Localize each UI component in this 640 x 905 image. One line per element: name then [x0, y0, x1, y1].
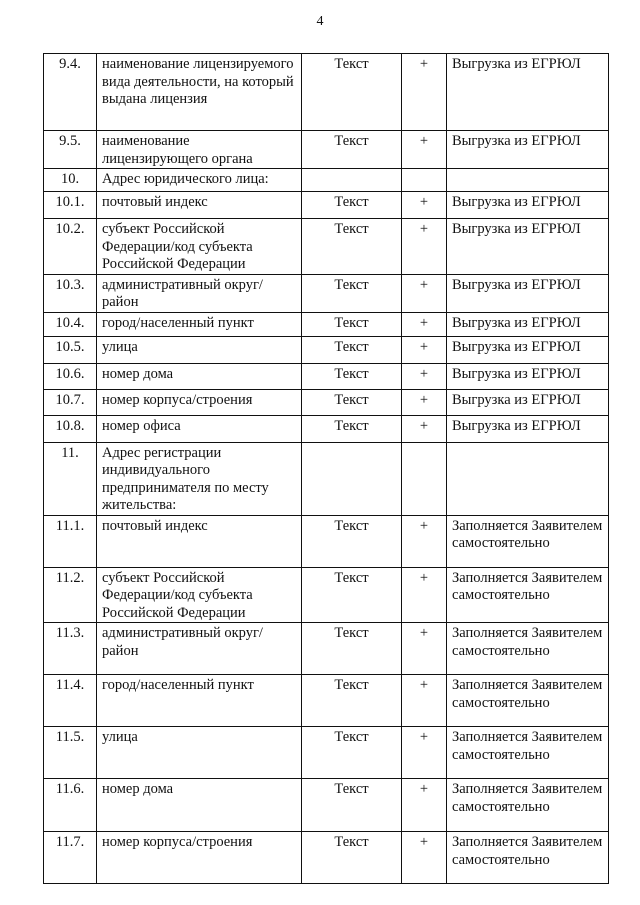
row-number: 9.5. [44, 131, 97, 169]
row-number: 11.3. [44, 623, 97, 675]
table-row [44, 169, 609, 192]
row-number: 10.3. [44, 274, 97, 312]
required-mark: + [402, 779, 447, 832]
field-name: почтовый индекс [97, 192, 302, 219]
table-row [44, 515, 609, 567]
field-type: Текст [302, 779, 402, 832]
table-row [44, 779, 609, 832]
field-name: номер офиса [97, 415, 302, 442]
row-number: 10.4. [44, 312, 97, 336]
required-mark: + [402, 515, 447, 567]
field-name: номер дома [97, 779, 302, 832]
field-type: Текст [302, 363, 402, 389]
required-mark: + [402, 415, 447, 442]
row-number: 10.6. [44, 363, 97, 389]
field-type: Текст [302, 219, 402, 275]
field-name: Адрес юридического лица: [97, 169, 302, 192]
data-source: Выгрузка из ЕГРЮЛ [447, 312, 609, 336]
required-mark: + [402, 131, 447, 169]
table-row [44, 363, 609, 389]
page-number: 4 [316, 14, 324, 29]
field-type [302, 442, 402, 515]
field-name: почтовый индекс [97, 515, 302, 567]
field-name: номер корпуса/строения [97, 832, 302, 884]
data-source: Заполняется Заявителем самостоятельно [447, 779, 609, 832]
field-name: Адрес регистрации индивидуального предпринимателя по месту жительства: [97, 442, 302, 515]
field-name: административный округ/ район [97, 274, 302, 312]
required-mark: + [402, 623, 447, 675]
field-type: Текст [302, 675, 402, 727]
table-row [44, 675, 609, 727]
row-number: 10.1. [44, 192, 97, 219]
field-type: Текст [302, 192, 402, 219]
data-source: Выгрузка из ЕГРЮЛ [447, 363, 609, 389]
row-number: 10.5. [44, 336, 97, 363]
required-mark: + [402, 832, 447, 884]
field-name: наименование лицензируемого вида деятельности, на который выдана лицензия [97, 54, 302, 131]
field-name: улица [97, 336, 302, 363]
row-number: 10.7. [44, 389, 97, 415]
table-row [44, 54, 609, 131]
field-type: Текст [302, 623, 402, 675]
data-source: Выгрузка из ЕГРЮЛ [447, 192, 609, 219]
data-source: Заполняется Заявителем самостоятельно [447, 567, 609, 623]
table-row [44, 219, 609, 275]
data-source: Выгрузка из ЕГРЮЛ [447, 336, 609, 363]
required-mark: + [402, 336, 447, 363]
field-type: Текст [302, 727, 402, 779]
data-source: Выгрузка из ЕГРЮЛ [447, 389, 609, 415]
field-name: номер дома [97, 363, 302, 389]
required-mark: + [402, 54, 447, 131]
data-source: Заполняется Заявителем самостоятельно [447, 623, 609, 675]
table-row [44, 415, 609, 442]
required-mark [402, 442, 447, 515]
field-type: Текст [302, 131, 402, 169]
table-row [44, 442, 609, 515]
requirements-table [43, 53, 609, 884]
field-name: административный округ/ район [97, 623, 302, 675]
field-name: город/населенный пункт [97, 675, 302, 727]
field-name: город/населенный пункт [97, 312, 302, 336]
required-mark: + [402, 567, 447, 623]
data-source: Заполняется Заявителем самостоятельно [447, 727, 609, 779]
field-type [302, 169, 402, 192]
field-type: Текст [302, 389, 402, 415]
table-row [44, 274, 609, 312]
row-number: 9.4. [44, 54, 97, 131]
field-name: наименование лицензирующего органа [97, 131, 302, 169]
field-type: Текст [302, 567, 402, 623]
data-source: Заполняется Заявителем самостоятельно [447, 515, 609, 567]
row-number: 10.8. [44, 415, 97, 442]
data-source [447, 442, 609, 515]
row-number: 11.5. [44, 727, 97, 779]
table-row [44, 567, 609, 623]
field-name: улица [97, 727, 302, 779]
required-mark: + [402, 727, 447, 779]
row-number: 11.1. [44, 515, 97, 567]
row-number: 11.2. [44, 567, 97, 623]
field-type: Текст [302, 336, 402, 363]
data-source: Заполняется Заявителем самостоятельно [447, 832, 609, 884]
field-name: номер корпуса/строения [97, 389, 302, 415]
table-row [44, 312, 609, 336]
data-source: Выгрузка из ЕГРЮЛ [447, 415, 609, 442]
field-type: Текст [302, 515, 402, 567]
data-source: Выгрузка из ЕГРЮЛ [447, 219, 609, 275]
data-source: Выгрузка из ЕГРЮЛ [447, 131, 609, 169]
required-mark: + [402, 219, 447, 275]
required-mark: + [402, 389, 447, 415]
row-number: 10. [44, 169, 97, 192]
table-row [44, 623, 609, 675]
data-source: Выгрузка из ЕГРЮЛ [447, 274, 609, 312]
field-type: Текст [302, 274, 402, 312]
table-row [44, 192, 609, 219]
row-number: 11.4. [44, 675, 97, 727]
table-row [44, 336, 609, 363]
data-source: Выгрузка из ЕГРЮЛ [447, 54, 609, 131]
required-mark: + [402, 274, 447, 312]
table-row [44, 832, 609, 884]
table-row [44, 131, 609, 169]
field-type: Текст [302, 312, 402, 336]
row-number: 11.7. [44, 832, 97, 884]
table-row [44, 389, 609, 415]
data-source [447, 169, 609, 192]
field-name: субъект Российской Федерации/код субъекта Российской Федерации [97, 219, 302, 275]
table-row [44, 727, 609, 779]
required-mark: + [402, 192, 447, 219]
required-mark: + [402, 312, 447, 336]
required-mark: + [402, 363, 447, 389]
field-type: Текст [302, 54, 402, 131]
data-source: Заполняется Заявителем самостоятельно [447, 675, 609, 727]
required-mark: + [402, 675, 447, 727]
row-number: 10.2. [44, 219, 97, 275]
field-type: Текст [302, 832, 402, 884]
row-number: 11. [44, 442, 97, 515]
field-name: субъект Российской Федерации/код субъекта Российской Федерации [97, 567, 302, 623]
required-mark [402, 169, 447, 192]
row-number: 11.6. [44, 779, 97, 832]
field-type: Текст [302, 415, 402, 442]
